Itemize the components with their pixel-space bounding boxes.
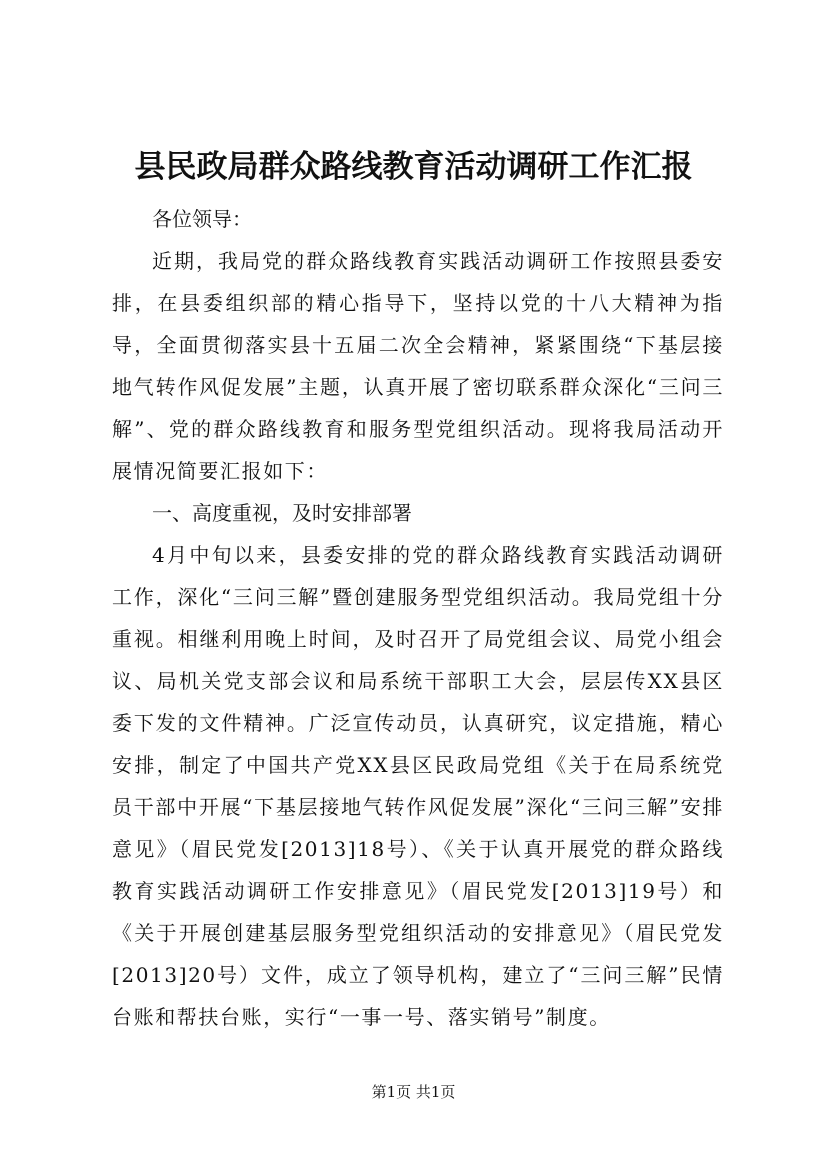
document-title: 县民政局群众路线教育活动调研工作汇报 <box>134 149 693 185</box>
page-footer: 第1页 共1页 <box>371 1083 456 1101</box>
section-heading: 一、高度重视，及时安排部署 <box>152 501 412 525</box>
document-body <box>112 198 724 1038</box>
paragraph-intro: 近期，我局党的群众路线教育实践活动调研工作按照县委安排，在县委组织部的精心指导下，坚持以党的十八大精神为指导，全面贯彻落实县十五届二次全会精神，紧紧围绕“下基层接地气转作风促发展”主题，认真开展了密切联系群众深化“三问三解”、党的群众路线教育和服务型党组织活动。现将我局活动开展情况简要汇报如下： <box>112 249 724 483</box>
paragraph-body: 4月中旬以来，县委安排的党的群众路线教育实践活动调研工作，深化“三问三解”暨创建服务型党组织活动。我局党组十分重视。相继利用晚上时间，及时召开了局党组会议、局党小组会议、局机关党支部会议和局系统干部职工大会，层层传XX县区委下发的文件精神。广泛宣传动员，认真研究，议定措施，精心安排，制定了中国共产党XX县区民政局党组《关于在局系统党员干部中开展“下基层接地气转作风促发展”深化“三问三解”安排意见》（眉民党发[2013]18号）、《关于认真开展党的群众路线教育实践活动调研工作安排意见》（眉民党发[2013]19号）和《关于开展创建基层服务型党组织活动的安排意见》（眉民党发[2013]20号）文件，成立了领导机构，建立了“三问三解”民情台账和帮扶台账，实行“一事一号、落实销号”制度。 <box>112 543 724 1029</box>
salutation: 各位领导： <box>152 207 252 231</box>
